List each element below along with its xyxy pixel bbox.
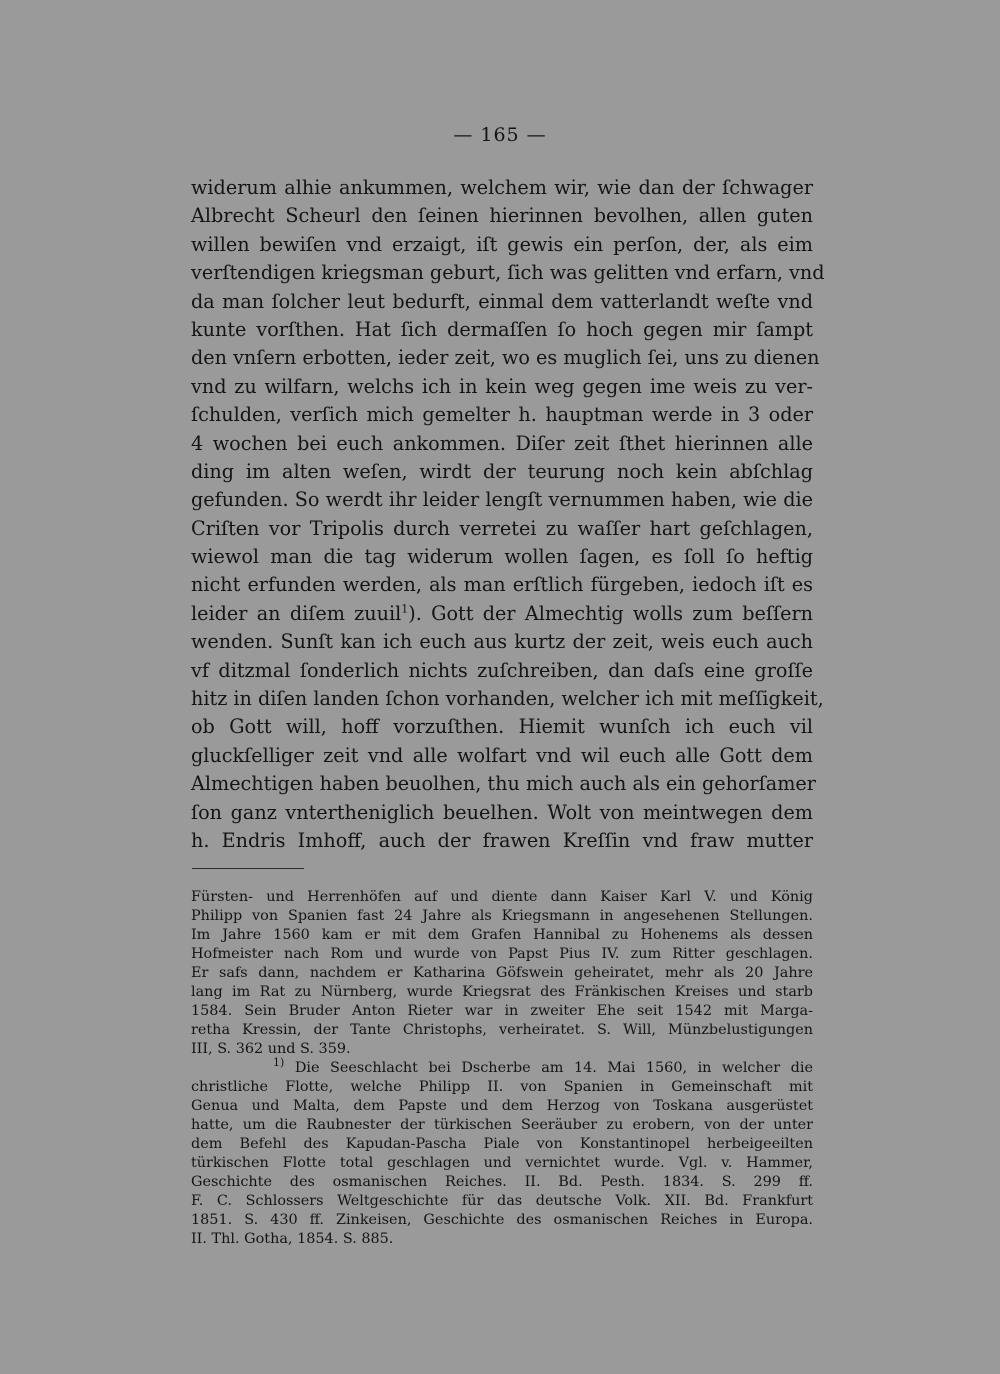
footnote-line: Philipp von Spanien fast 24 Jahre als Kriegsmann in angesehenen Stellungen. [191,908,813,924]
footnote-line: dem Befehl des Kapudan-Pascha Piale von Konstantinopel herbeigeeilten [191,1136,813,1152]
footnote-line: F. C. Schlossers Weltgeschichte für das deutsche Volk. XII. Bd. Frankfurt [191,1193,813,1209]
text-line: den vnſern erbotten, ieder zeit, wo es muglich ſei, uns zu dienen [191,346,820,370]
text-line: gluckſelliger zeit vnd alle wolfart vnd wil euch alle Gott dem [191,743,813,767]
text-line: widerum alhie ankummen, welchem wir, wie dan der ſchwager [191,176,813,199]
text-line: vf ditzmal ſonderlich nichts zuſchreiben, dan daſs eine groſſe [191,658,813,682]
page-number: — 165 — [453,124,547,146]
footnote-1-first-line [191,1056,814,1078]
text-line: gefunden. So werdt ihr leider lengſt vernummen haben, wie die [191,488,813,512]
footnote-reference: 1 [401,602,409,616]
text-line: Almechtigen haben beuolhen, thu mich auch als ein gehorſamer [191,772,816,796]
text-line: da man ſolcher leut bedurft, einmal dem vatterlandt weſte vnd [191,289,813,313]
text-line: 4 wochen bei euch ankommen. Diſer zeit ſthet hierinnen alle [191,431,813,455]
footnote-line: III, S. 362 und S. 359. [191,1041,351,1057]
text-line: ob Gott will, hoff vorzuſthen. Hiemit wunſch ich euch vil [191,715,813,739]
main-text [191,174,825,855]
text-line: vnd zu wilfarn, welchs ich in kein weg gegen ime weis zu ver- [191,374,813,398]
footnote-line: Geschichte des osmanischen Reiches. II. Bd. Pesth. 1834. S. 299 ff. [191,1174,813,1190]
text-segment: leider an diſem zuuil [191,601,402,625]
footnote-line: hatte, um die Raubnester der türkischen Seeräuber zu erobern, von der unter [191,1117,813,1133]
footnote-line: Er safs dann, nachdem er Katharina Göfswein geheiratet, mehr als 20 Jahre [191,965,813,981]
footnote-line: retha Kressin, der Tante Christophs, verheiratet. S. Will, Münzbelustigungen [191,1022,813,1038]
text-line: ſon ganz vntertheniglich beuelhen. Wolt von meintwegen dem [191,800,813,824]
footnote-divider [192,868,304,869]
footnote-line: Fürsten- und Herrenhöfen auf und diente dann Kaiser Karl V. und König [191,889,813,905]
text-line: willen bewiſen vnd erzaigt, iſt gewis ein perſon, der, als eim [191,232,813,256]
text-line: hitz in diſen landen ſchon vorhanden, welcher ich mit meſſigkeit, [191,687,824,711]
text-line: Albrecht Scheurl den ſeinen hierinnen bevolhen, allen guten [191,204,813,228]
text-line: h. Endris Imhoff, auch der frawen Kreſſin vnd fraw mutter [191,828,813,852]
footnote-marker: 1) [273,1056,285,1070]
footnote-line: lang im Rat zu Nürnberg, wurde Kriegsrat des Fränkischen Kreises und starb [191,984,813,1000]
text-line: ſchulden, verſich mich gemelter h. hauptman werde in 3 oder [191,403,813,427]
footnote-line: 1584. Sein Bruder Anton Rieter war in zweiter Ehe seit 1542 mit Marga- [191,1003,813,1019]
footnote-line: 1851. S. 430 ff. Zinkeisen, Geschichte des osmanischen Reiches in Europa. [191,1212,813,1228]
text-line: kunte vorſthen. Hat ſich dermaſſen ſo hoch gegen mir ſampt [191,317,813,341]
text-line: ding im alten weſen, wirdt der teurung noch kein abſchlag [191,459,813,483]
text-line-with-footnote-ref [191,600,813,628]
footnote-text: Die Seeschlacht bei Dscherbe am 14. Mai 1560, in welcher die [294,1060,814,1076]
footnote-line: Genua und Malta, dem Papste und dem Herzog von Toskana ausgerüstet [191,1098,813,1114]
footnote-line: II. Thl. Gotha, 1854. S. 885. [191,1231,394,1247]
text-segment: ). Gott der Almechtig wolls zum beſſern [408,601,813,625]
footnote-line: Hofmeister nach Rom und wurde von Papst Pius IV. zum Ritter geschlagen. [191,946,813,962]
text-line: nicht erfunden werden, als man erſtlich fürgeben, iedoch iſt es [191,573,813,597]
footnote-line: Im Jahre 1560 kam er mit dem Grafen Hannibal zu Hohenems als dessen [191,927,813,943]
text-line: wiewol man die tag widerum wollen ſagen, es ſoll ſo heftig [191,545,813,569]
footnote-line: türkischen Flotte total geschlagen und vernichtet wurde. Vgl. v. Hammer, [191,1155,813,1171]
footnotes [191,888,813,1249]
footnote-line: christliche Flotte, welche Philipp II. von Spanien in Gemeinschaft mit [191,1079,813,1095]
text-line: Criſten vor Tripolis durch verretei zu waſſer hart geſchlagen, [191,516,813,540]
text-line: verſtendigen kriegsman geburt, ſich was gelitten vnd erfarn, vnd [191,261,825,285]
text-line: wenden. Sunſt kan ich euch aus kurtz der zeit, weis euch auch [191,630,813,654]
